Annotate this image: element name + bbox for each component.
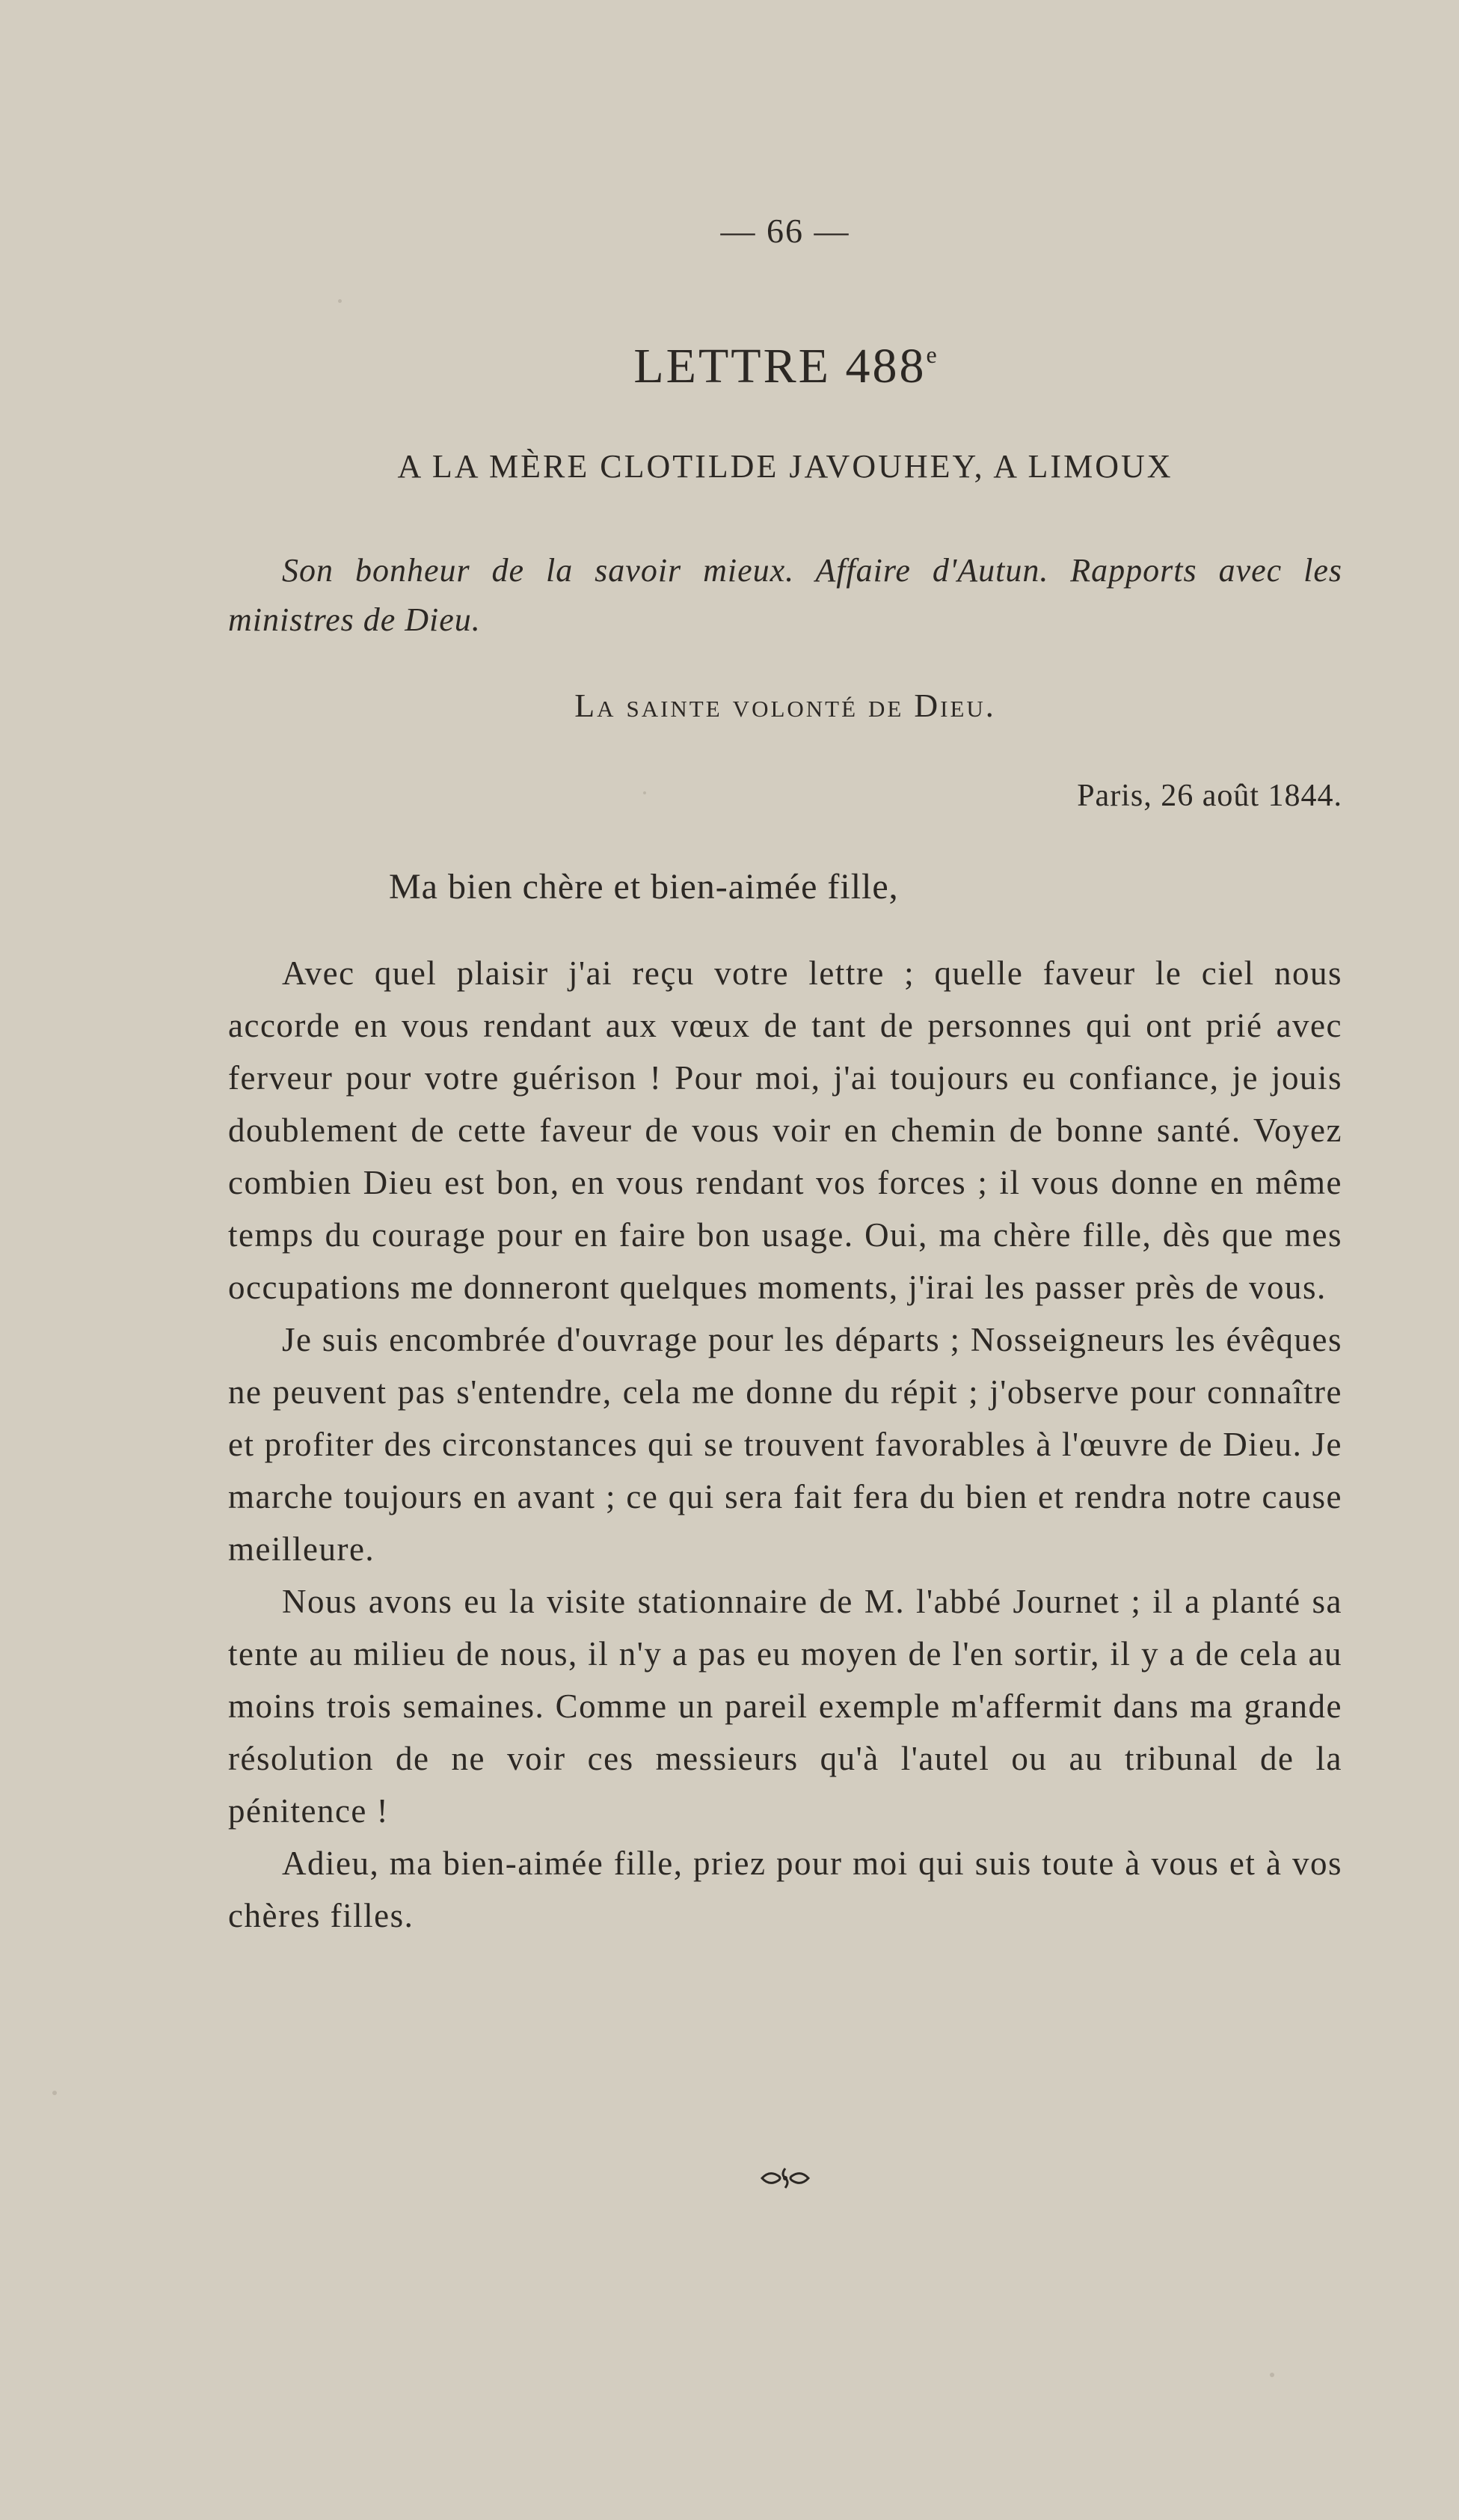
letter-title-superscript: e	[926, 341, 937, 368]
letter-title-text: LETTRE 488	[633, 339, 927, 393]
body-paragraph: Je suis encombrée d'ouvrage pour les départs ; Nosseigneurs les évêques ne peuvent pas s'entendre, cela me donne du répit ; j'observe pour connaître et profiter des circonstances qui se trouvent favorables à l'œuvre de Dieu. Je marche toujours en avant ; ce qui sera fait fera du bien et rendra notre cause meilleure.	[228, 1321, 1342, 1568]
letter-summary: Son bonheur de la savoir mieux. Affaire d'Autun. Rapports avec les ministres de Dieu.	[228, 552, 1342, 638]
paper-speck	[1270, 2373, 1274, 2377]
letter-recipient: A LA MÈRE CLOTILDE JAVOUHEY, A LIMOUX	[397, 448, 1173, 485]
letter-motto: La sainte volonté de Dieu.	[574, 687, 996, 724]
body-paragraph: Avec quel plaisir j'ai reçu votre lettre ; quelle faveur le ciel nous accorde en vous rendant aux vœux de tant de personnes qui ont prié avec ferveur pour votre guérison ! Pour moi, j'ai toujours eu confiance, je jouis doublement de cette faveur de vous voir en chemin de bonne santé. Voyez combien Dieu est bon, en vous rendant vos forces ; il vous donne en même temps du courage pour en faire bon usage. Oui, ma chère fille, dès que mes occupations me donneront quelques moments, j'irai les passer près de vous.	[228, 954, 1342, 1306]
body-paragraph: Nous avons eu la visite stationnaire de M. l'abbé Journet ; il a planté sa tente au milieu de nous, il n'y a pas eu moyen de l'en sortir, il y a de cela au moins trois semaines. Comme un pareil exemple m'affermit dans ma grande résolution de ne voir ces messieurs qu'à l'autel ou au tribunal de la pénitence !	[228, 1583, 1342, 1830]
letter-body	[228, 947, 1342, 1942]
end-ornament	[228, 2165, 1342, 2194]
letter-dateline: Paris, 26 août 1844.	[1077, 779, 1342, 813]
letter-salutation: Ma bien chère et bien-aimée fille,	[389, 867, 899, 907]
page-number: — 66 —	[720, 212, 850, 250]
paper-speck	[338, 299, 342, 303]
body-paragraph: Adieu, ma bien-aimée fille, priez pour moi qui suis toute à vous et à vos chères filles.	[228, 1845, 1342, 1934]
paper-speck	[52, 2091, 57, 2095]
letter-title	[228, 338, 1342, 395]
paper-speck	[643, 791, 646, 794]
fleuron-ornament-icon	[759, 2165, 811, 2191]
